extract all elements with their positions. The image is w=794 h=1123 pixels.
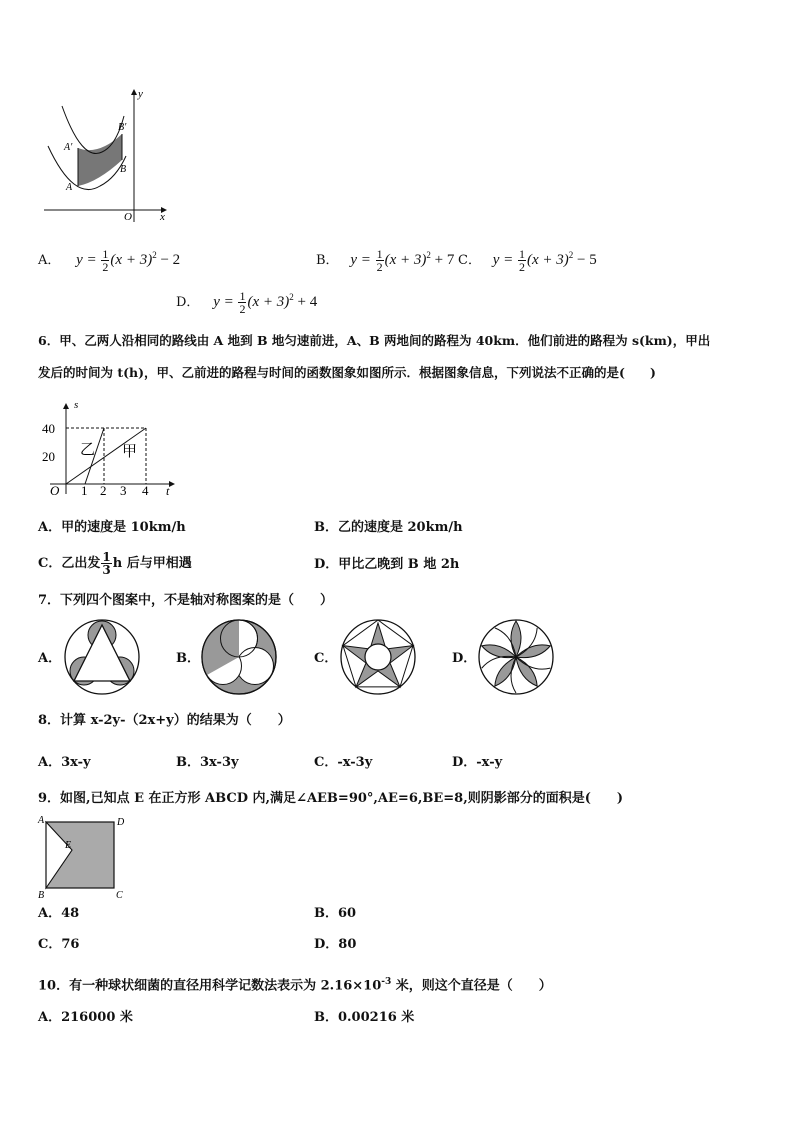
- q9-label-a: A: [38, 815, 45, 826]
- q6-y-tick-40: 40: [42, 421, 55, 436]
- q6-y-label: s: [74, 399, 79, 411]
- q9-label-e: E: [65, 840, 72, 851]
- q7-label-b[interactable]: B．: [176, 651, 200, 666]
- q5-y-label: y: [138, 88, 143, 100]
- q7-label-c[interactable]: C．: [314, 651, 338, 666]
- q7-pattern-a[interactable]: [62, 617, 142, 697]
- q5-point-b-prime: B′: [118, 122, 127, 133]
- q6-x-tick-1: 1: [81, 483, 88, 498]
- q9-option-a[interactable]: A．48: [38, 906, 80, 921]
- q5-option-a[interactable]: A． y = $\frac{1}{2}$ $(x + 3)^2 - 2$: [38, 247, 181, 274]
- q10-option-b[interactable]: B．0.00216 米: [314, 1010, 415, 1025]
- q8-stem: 8．计算 x-2y-（2x+y）的结果为（ ）: [38, 713, 291, 728]
- q8-option-a[interactable]: A．3x-y: [38, 755, 91, 770]
- q7-pattern-b[interactable]: [199, 617, 279, 697]
- q5-parabola-figure: [38, 86, 173, 226]
- q8-option-b[interactable]: B．3x-3y: [176, 755, 239, 770]
- q5-option-c[interactable]: C． y = $\frac{1}{2}$ $(x + 3)^2 - 5$: [458, 247, 597, 274]
- q8-option-d[interactable]: D．-x-y: [452, 755, 503, 770]
- q5-x-label: x: [160, 211, 165, 223]
- q9-option-c[interactable]: C．76: [38, 937, 80, 952]
- q6-option-a[interactable]: A．甲的速度是 10km/h: [38, 520, 186, 535]
- q5-point-b: B: [120, 164, 127, 175]
- q6-option-d[interactable]: D．甲比乙晚到 B 地 2h: [314, 557, 460, 572]
- q5-option-b[interactable]: B． y = $\frac{1}{2}$ $(x + 3)^2 + 7$: [316, 247, 455, 274]
- q6-stem-line2: 发后的时间为 t(h)，甲、乙前进的路程与时间的函数图象如图所示．根据图象信息，下列说法不正确的是( ): [38, 365, 656, 380]
- q9-label-c: C: [116, 890, 123, 901]
- q8-option-c[interactable]: C．-x-3y: [314, 755, 373, 770]
- q6-x-label: t: [166, 484, 170, 498]
- q9-option-d[interactable]: D．80: [314, 937, 357, 952]
- q6-x-tick-4: 4: [142, 483, 149, 498]
- q9-label-d: D: [117, 817, 125, 828]
- q6-y-tick-20: 20: [42, 449, 55, 464]
- q5-origin-label: O: [124, 211, 132, 223]
- q6-x-tick-2: 2: [100, 483, 107, 498]
- q10-option-a[interactable]: A．216000 米: [38, 1010, 133, 1025]
- q6-distance-time-graph: [40, 398, 180, 498]
- q7-stem: 7．下列四个图案中，不是轴对称图案的是（ ）: [38, 593, 334, 608]
- q7-pattern-c[interactable]: [338, 617, 418, 697]
- q6-label-yi: 乙: [80, 442, 96, 458]
- q5-point-a: A: [66, 182, 73, 193]
- q5-point-a-prime: A′: [64, 142, 73, 153]
- q10-stem: 10．有一种球状细菌的直径用科学记数法表示为 $2.16\times 10^{-3}$ 米，则这个直径是（ ）: [38, 977, 552, 994]
- q9-stem: 9．如图,已知点 E 在正方形 ABCD 内,满足∠AEB=90°,AE=6,BE=8,则阴影部分的面积是( ): [38, 791, 624, 806]
- q7-pattern-d[interactable]: [476, 617, 556, 697]
- q6-origin-label: O: [50, 483, 60, 498]
- q7-label-d[interactable]: D．: [452, 651, 477, 666]
- q6-label-jia: 甲: [122, 444, 138, 460]
- q9-square-figure: [36, 812, 132, 902]
- q9-option-b[interactable]: B．60: [314, 906, 357, 921]
- q6-option-b[interactable]: B．乙的速度是 20km/h: [314, 520, 463, 535]
- q9-label-b: B: [38, 890, 45, 901]
- q5-option-d[interactable]: D． y = $\frac{1}{2}$ $(x + 3)^2 + 4$: [176, 289, 318, 316]
- q6-option-c[interactable]: C．乙出发 $\frac{1}{3}$ h 后与甲相遇: [38, 550, 192, 577]
- q5-shaded-region: [78, 134, 122, 186]
- q7-label-a[interactable]: A．: [38, 651, 62, 666]
- q6-x-tick-3: 3: [120, 483, 127, 498]
- q6-stem-line1: 6．甲、乙两人沿相同的路线由 A 地到 B 地匀速前进，A、B 两地间的路程为 40km．他们前进的路程为 s(km)，甲出: [38, 333, 711, 348]
